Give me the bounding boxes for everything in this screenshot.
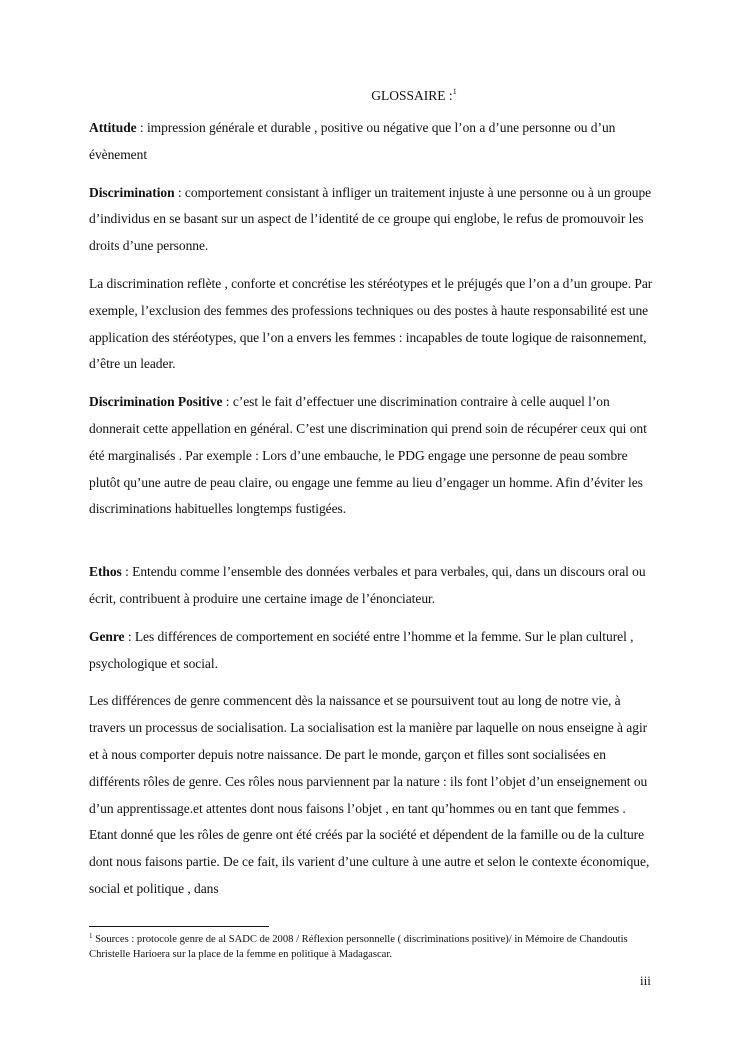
term-attitude: Attitude <box>89 120 137 135</box>
glossary-entry-discrimination-positive <box>89 389 657 523</box>
term-discrimination: Discrimination <box>89 184 175 200</box>
page-number: iii <box>640 973 651 988</box>
glossary-entry-genre <box>89 624 657 678</box>
title-footnote-ref: 1 <box>452 87 457 96</box>
glossary-entry-attitude <box>89 115 657 169</box>
footnote <box>89 933 661 962</box>
glossary-paragraph-genre-detail <box>89 688 657 902</box>
page-body <box>89 86 657 914</box>
footnote-divider <box>89 926 269 927</box>
glossary-entry-ethos <box>89 559 657 613</box>
term-ethos: Ethos <box>89 564 122 580</box>
glossary-entry-discrimination <box>89 180 657 260</box>
term-genre: Genre <box>89 628 125 644</box>
definition-ethos: : Entendu comme l’ensemble des données verbales et para verbales, qui, dans un discours oral ou écrit, contribuent à produire une certaine image de l’énonciateur. <box>89 564 646 606</box>
title-text: GLOSSAIRE : <box>371 88 453 103</box>
paragraph-genre-detail: Les différences de genre commencent dès la naissance et se poursuivent tout au long de notre vie, à travers un processus de socialisation. La socialisation est la manière par laquelle on nous enseigne à agir et à nous comporter depuis notre naissance. De part le monde, garçon et filles sont socialisées en différents rôles de genre. Ces rôles nous parviennent par la nature : ils font l’objet d’un enseignement ou d’un apprentissage.et attentes dont nous faisons l’objet , en tant qu’hommes ou en tant que femmes . Etant donné que les rôles de genre ont été créés par la société et dépendent de la famille ou de la culture dont nous faisons partie. De ce fait, ils varient d’une culture à une autre et selon le contexte économique, social et politique , dans <box>89 693 650 896</box>
glossary-paragraph-discrimination-detail <box>89 271 657 378</box>
page-title <box>89 86 657 106</box>
term-discrimination-positive: Discrimination Positive <box>89 394 223 410</box>
definition-discrimination: : comportement consistant à infliger un traitement injuste à une personne ou à un groupe d’individus en se basant sur un aspect de l’identité de ce groupe qui englobe, le refus de promouvoir les droits d’une personne. <box>89 184 652 254</box>
section-gap <box>89 534 657 559</box>
paragraph-discrimination-detail: La discrimination reflète , conforte et concrétise les stéréotypes et le préjugés que l’on a d’un groupe. Par exemple, l’exclusion des femmes des professions techniques ou des postes à haute responsabilité est une application des stéréotypes, que l’on a envers les femmes : incapables de toute logique de raisonnement, d’être un leader. <box>89 275 653 372</box>
definition-attitude: : impression générale et durable , positive ou négative que l’on a d’une personne ou d’un évènement <box>89 120 616 162</box>
footnote-text: Sources : protocole genre de al SADC de 2008 / Réflexion personnelle ( discriminations positive)/ in Mémoire de Chandoutis Christelle Harioera sur la place de la femme en politique à Madagascar. <box>89 934 628 960</box>
footnote-ref: 1 <box>89 932 93 940</box>
definition-genre: : Les différences de comportement en société entre l’homme et la femme. Sur le plan culturel , psychologique et social. <box>89 628 634 671</box>
definition-discrimination-positive: : c’est le fait d’effectuer une discrimination contraire à celle auquel l’on donnerait cette appellation en général. C’est une discrimination qui prend soin de récupérer ceux qui ont été marginalisés . Par exemple : Lors d’une embauche, le PDG engage une personne de peau sombre plutôt qu’une autre de peau claire, ou engage une femme au lieu d’engager un homme. Afin d’éviter les discriminations habituelles longtemps fustigées. <box>89 394 647 517</box>
